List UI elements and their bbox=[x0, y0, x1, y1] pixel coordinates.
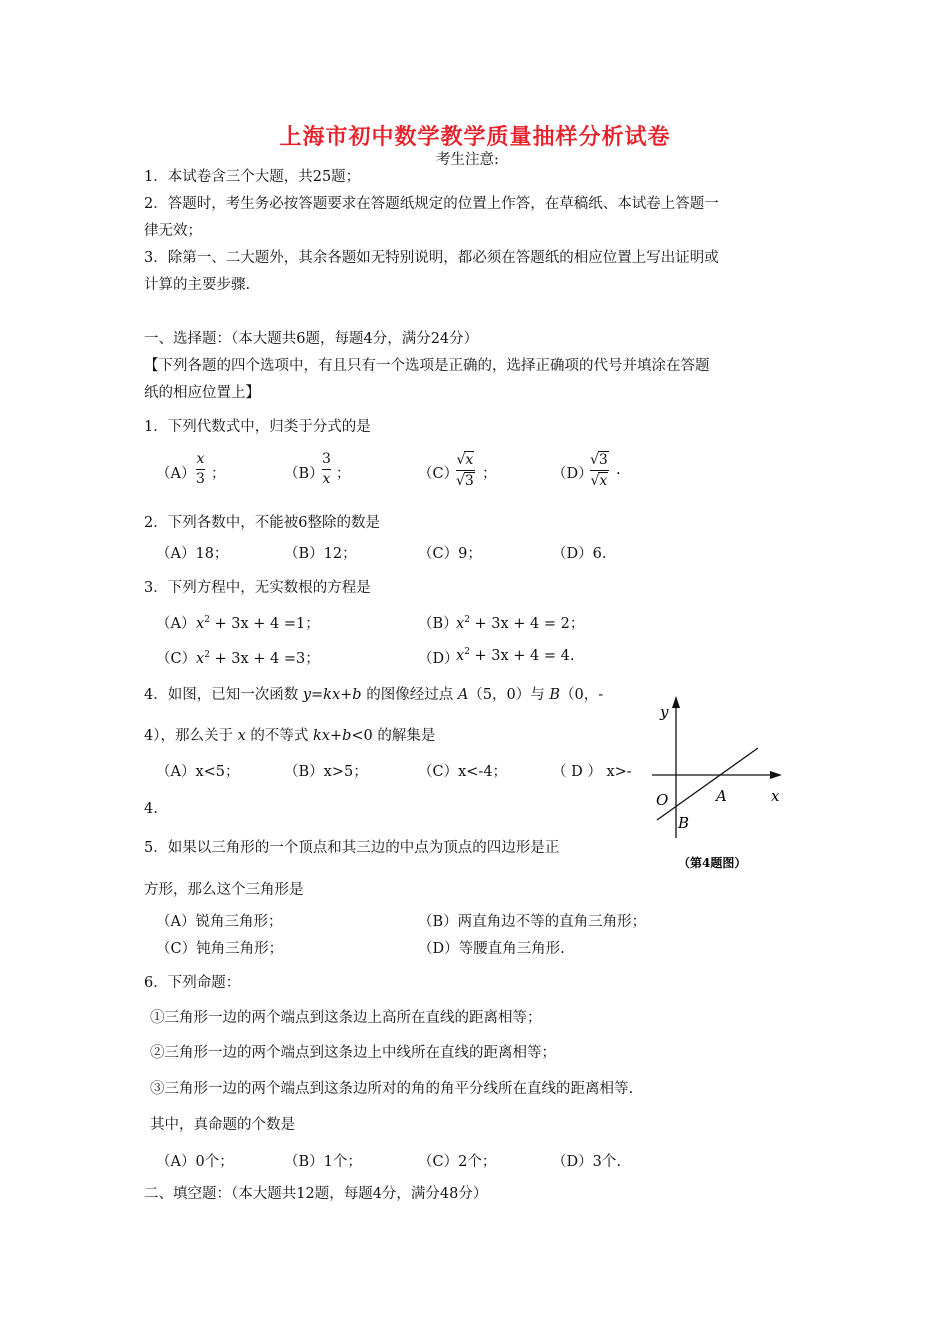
q4-option-d-wrap: 4. bbox=[144, 801, 158, 817]
q1-a-numerator: x bbox=[196, 451, 205, 467]
q1-c-denominator: √3 bbox=[456, 473, 474, 489]
q1-b-numerator: 3 bbox=[322, 451, 331, 467]
q1-c-numerator: √x bbox=[456, 452, 474, 468]
q5-option-c: （C）钝角三角形； bbox=[156, 941, 284, 957]
q4-option-d: （ D ） x>- bbox=[552, 764, 632, 780]
label-y: y bbox=[660, 703, 669, 721]
q1-a-semicolon: ； bbox=[211, 466, 226, 482]
q3-option-c-label: （C） bbox=[156, 651, 197, 667]
q4-option-a: （A）x<5； bbox=[156, 764, 240, 780]
q6-ask: 其中，真命题的个数是 bbox=[150, 1117, 295, 1133]
q1-option-c-label: （C） bbox=[418, 466, 459, 482]
q1-d-period: . bbox=[616, 462, 621, 478]
q5-option-a: （A）锐角三角形； bbox=[156, 914, 283, 930]
q6-proposition-2: ②三角形一边的两个端点到这条边上中线所在直线的距离相等； bbox=[150, 1045, 556, 1061]
q5-stem-b: 方形，那么这个三角形是 bbox=[144, 882, 304, 898]
q1-d-numerator: √3 bbox=[590, 452, 608, 468]
q4-option-c: （C）x<-4； bbox=[418, 764, 508, 780]
q1-stem: 1．下列代数式中，归类于分式的是 bbox=[144, 419, 371, 435]
section1-instruction-a: 【下列各题的四个选项中，有且只有一个选项是正确的，选择正确项的代号并填涂在答题 bbox=[144, 358, 710, 374]
label-x: x bbox=[771, 787, 780, 805]
section1-instruction-b: 纸的相应位置上】 bbox=[144, 385, 260, 401]
q6-option-c: （C）2个； bbox=[418, 1154, 497, 1170]
q2-option-b: （B）12； bbox=[284, 546, 357, 562]
x-axis-arrow-icon bbox=[770, 771, 782, 779]
q1-b-semicolon: ； bbox=[336, 466, 351, 482]
q5-option-d: （D）等腰直角三角形. bbox=[418, 941, 565, 957]
q4-option-b: （B）x>5； bbox=[284, 764, 368, 780]
q6-option-a: （A）0个； bbox=[156, 1154, 234, 1170]
notice-heading: 考生注意: bbox=[436, 152, 499, 168]
q4-figure bbox=[640, 692, 800, 882]
q6-option-b: （B）1个； bbox=[284, 1154, 362, 1170]
q1-option-a-label: （A） bbox=[156, 466, 196, 482]
q2-option-d: （D）6. bbox=[552, 546, 607, 562]
q1-a-denominator: 3 bbox=[196, 471, 205, 487]
figure-caption: （第4题图） bbox=[678, 856, 747, 870]
q1-c-semicolon: ； bbox=[482, 466, 497, 482]
q1-option-b-fraction bbox=[322, 451, 331, 488]
label-point-a: A bbox=[716, 787, 727, 805]
q2-option-c: （C）9； bbox=[418, 546, 482, 562]
section2-heading: 二、填空题：（本大题共12题，每题4分，满分48分） bbox=[144, 1186, 488, 1202]
q3-option-b-equation: $x^2 + 3x + 4 = 2$； bbox=[456, 615, 585, 632]
q5-option-b: （B）两直角边不等的直角三角形； bbox=[418, 914, 647, 930]
notice-item-3a: 3．除第一、二大题外，其余各题如无特别说明，都必须在答题纸的相应位置上写出证明或 bbox=[144, 250, 719, 266]
q5-stem-a: 5．如果以三角形的一个顶点和其三边的中点为顶点的四边形是正 bbox=[144, 840, 560, 856]
q1-d-denominator: √x bbox=[590, 473, 608, 489]
q2-stem: 2．下列各数中，不能被6整除的数是 bbox=[144, 515, 380, 531]
q3-option-c-equation: $x^2 + 3x + 4 =3$； bbox=[196, 650, 320, 667]
q4-stem-line1: 4．如图，已知一次函数 y=kx+b 的图像经过点 A（5，0）与 B（0，- bbox=[144, 687, 604, 703]
q3-option-d-label: （D） bbox=[418, 651, 459, 667]
label-point-b: B bbox=[678, 814, 690, 832]
q3-option-b-label: （B） bbox=[418, 616, 458, 632]
function-line bbox=[657, 748, 758, 820]
q1-option-d-fraction bbox=[590, 451, 609, 490]
exam-title: 上海市初中数学教学质量抽样分析试卷 bbox=[279, 125, 671, 150]
notice-item-2a: 2．答题时，考生务必按答题要求在答题纸规定的位置上作答，在草稿纸、本试卷上答题一 bbox=[144, 196, 719, 212]
notice-item-2b: 律无效； bbox=[144, 223, 202, 239]
q3-option-d-equation: $x^2 + 3x + 4 = 4$. bbox=[456, 647, 575, 664]
q1-option-c-fraction bbox=[456, 451, 475, 490]
q3-stem: 3．下列方程中，无实数根的方程是 bbox=[144, 580, 371, 596]
notice-item-1: 1．本试卷含三个大题，共25题； bbox=[144, 169, 361, 185]
q4-stem-line2: 4），那么关于 x 的不等式 kx+b<0 的解集是 bbox=[144, 728, 436, 744]
notice-item-3b: 计算的主要步骤. bbox=[144, 277, 251, 293]
q6-stem: 6．下列命题： bbox=[144, 975, 241, 991]
q2-option-a: （A）18； bbox=[156, 546, 229, 562]
q1-option-b-label: （B） bbox=[284, 466, 324, 482]
q1-option-a-fraction bbox=[196, 451, 205, 488]
q3-option-a-equation: $x^2 + 3x + 4 =1$； bbox=[196, 615, 320, 632]
q1-b-denominator: x bbox=[322, 471, 331, 487]
q6-proposition-3: ③三角形一边的两个端点到这条边所对的角的角平分线所在直线的距离相等. bbox=[150, 1081, 634, 1097]
q6-proposition-1: ①三角形一边的两个端点到这条边上高所在直线的距离相等； bbox=[150, 1010, 542, 1026]
label-origin: O bbox=[656, 791, 669, 809]
q3-option-a-label: （A） bbox=[156, 616, 196, 632]
q6-option-d: （D）3个. bbox=[552, 1154, 621, 1170]
y-axis-arrow-icon bbox=[672, 696, 680, 708]
q1-option-d-label: （D） bbox=[552, 466, 593, 482]
section1-heading: 一、选择题：（本大题共6题，每题4分，满分24分） bbox=[144, 331, 479, 347]
